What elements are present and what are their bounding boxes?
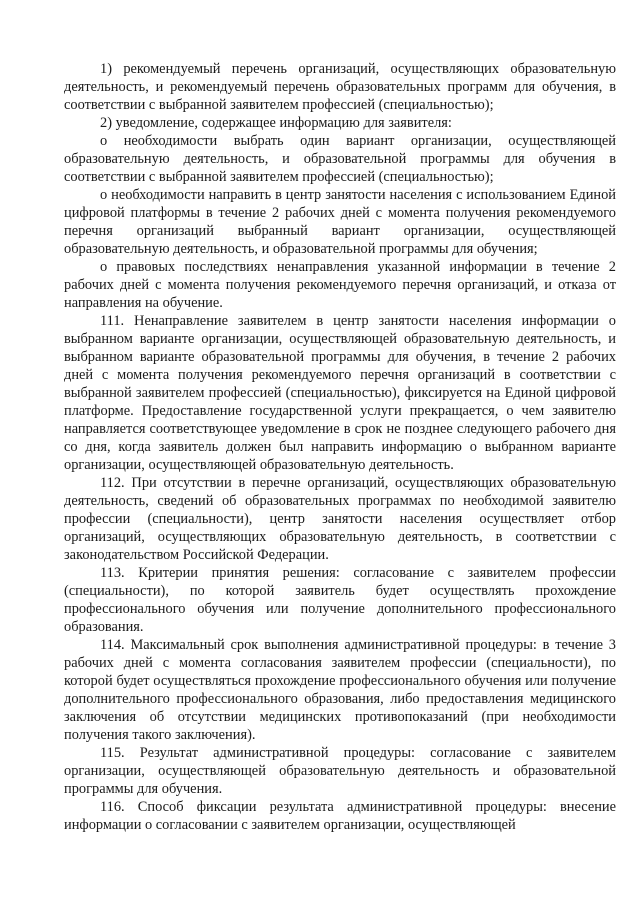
paragraph-notification: 2) уведомление, содержащее информацию для заявителя:: [100, 115, 452, 131]
paragraph-item-111: 111. Ненаправление заявителем в центр занятости населения информации о выбранном варианте организации, осуществляющей образовательную деятельность, и выбранном варианте образовательной программы для обучения, в течение 2 рабочих дней с момента получения рекомендуемого перечня организаций в соответствии с выбранной заявителем профессией (специальностью), фиксируется на Единой цифровой платформе. Предоставление государственной услуги прекращается, о чем заявителю направляется соответствующее уведомление в срок не позднее следующего рабочего дня со дня, когда заявитель должен был направить информацию о выбранном варианте организации, осуществляющей образовательную деятельность.: [64, 313, 616, 473]
paragraph-item-114: 114. Максимальный срок выполнения административной процедуры: в течение 3 рабочих дней с момента согласования заявителем профессии (специальности), по которой будет осуществляться прохождение профессионального обучения или получение дополнительного профессионального образования, либо предоставления медицинского заключения об отсутствии медицинских противопоказаний (при необходимости получения такого заключения).: [64, 637, 616, 743]
document-page: [64, 60, 616, 834]
paragraph-choose-variant: о необходимости выбрать один вариант организации, осуществляющей образовательную деятельность, и образовательной программы для обучения в соответствии с выбранной заявителем профессией (специальностью);: [64, 133, 616, 185]
paragraph-item-113: 113. Критерии принятия решения: согласование с заявителем профессии (специальности), по которой заявитель будет осуществлять прохождение профессионального обучения или получение дополнительного профессионального образования.: [64, 565, 616, 635]
paragraph-item-115: 115. Результат административной процедуры: согласование с заявителем организации, осуществляющей образовательную деятельность и образовательной программы для обучения.: [64, 745, 616, 797]
paragraph-legal-consequences: о правовых последствиях ненаправления указанной информации в течение 2 рабочих дней с момента получения рекомендуемого перечня организаций, и отказа от направления на обучение.: [64, 259, 616, 311]
paragraph-item-116: 116. Способ фиксации результата административной процедуры: внесение информации о согласовании с заявителем организации, осуществляющей: [64, 799, 616, 833]
paragraph-recommended-list: 1) рекомендуемый перечень организаций, осуществляющих образовательную деятельность, и рекомендуемый перечень образовательных программ для обучения, в соответствии с выбранной заявителем профессией (специальностью);: [64, 61, 616, 113]
paragraph-send-to-center: о необходимости направить в центр занятости населения с использованием Единой цифровой платформы в течение 2 рабочих дней с момента получения рекомендуемого перечня организаций выбранный вариант организации, осуществляющей образовательную деятельность, и образовательной программы для обучения;: [64, 187, 616, 257]
paragraph-item-112: 112. При отсутствии в перечне организаций, осуществляющих образовательную деятельность, сведений об образовательных программах по необходимой заявителю профессии (специальности), центр занятости населения осуществляет отбор организаций, осуществляющих образовательную деятельность, в соответствии с законодательством Российской Федерации.: [64, 475, 616, 563]
